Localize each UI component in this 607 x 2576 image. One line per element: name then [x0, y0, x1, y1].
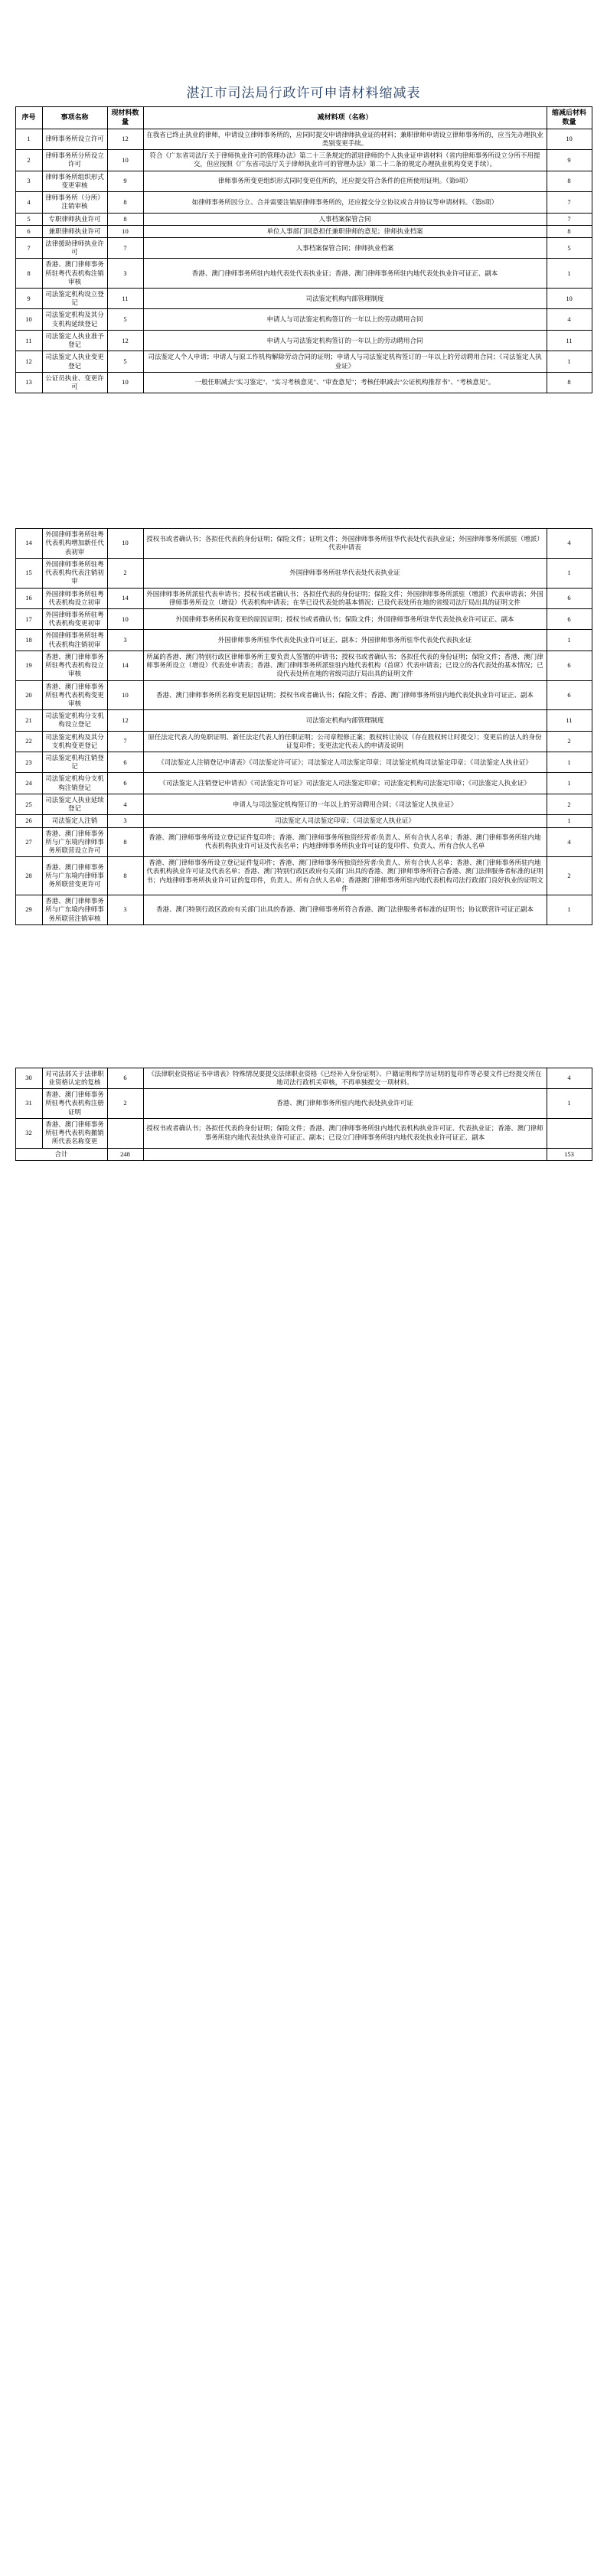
cell-current-count: 5: [107, 351, 143, 372]
cell-no: 15: [15, 558, 42, 588]
trailing-blank-area: [0, 1161, 607, 1815]
table-row: [15, 588, 592, 608]
cell-after-count: 4: [547, 309, 592, 330]
reduction-table-part3: [15, 1068, 592, 1161]
cell-no: 19: [15, 651, 42, 680]
cell-reduced-items: 所属的香港、澳门特别行政区律师事务所主要负责人签署的申请书；授权书或者确认书；各拟任代表的身份证明；保险文件；香港、澳门律师事务所设立（增设）代表处申请表；香港、澳门律师事务所派驻驻内地代表机构（首席）代表申请表；已设立的各代表处的基本情况；已设代表处所在地的省级司法厅局出具的证明文件: [143, 651, 547, 680]
cell-no: 6: [15, 225, 42, 237]
table-row: [15, 630, 592, 651]
cell-after-count: 4: [547, 1068, 592, 1088]
total-label: 合计: [15, 1148, 107, 1160]
total-after-count: 153: [547, 1148, 592, 1160]
cell-current-count: 12: [107, 710, 143, 731]
cell-reduced-items: 司法鉴定机构内部管理制度: [143, 289, 547, 309]
cell-no: 7: [15, 237, 42, 258]
table-row: [15, 680, 592, 710]
cell-after-count: 6: [547, 680, 592, 710]
cell-after-count: 4: [547, 529, 592, 559]
cell-after-count: 1: [547, 1089, 592, 1119]
cell-no: 9: [15, 289, 42, 309]
table-row: [15, 558, 592, 588]
table-row: [15, 857, 592, 895]
cell-current-count: 7: [107, 237, 143, 258]
cell-reduced-items: 一般任职减去"实习鉴定"、"实习考核意见"、"审查意见"；考核任职减去"公证机构推荐书"、"考核意见"。: [143, 372, 547, 393]
col-header-current-count: 现材料数量: [107, 107, 143, 129]
cell-after-count: 2: [547, 794, 592, 814]
cell-item-name: 香港、澳门律师事务所驻粤代表机构撤销所代表名称变更: [42, 1118, 107, 1148]
cell-after-count: 1: [547, 630, 592, 651]
cell-current-count: 3: [107, 259, 143, 289]
table-row: [15, 895, 592, 925]
total-current-count: 248: [107, 1148, 143, 1160]
cell-after-count: 11: [547, 710, 592, 731]
table-footer-total: [15, 1148, 592, 1160]
cell-no: 23: [15, 752, 42, 773]
cell-current-count: 2: [107, 1089, 143, 1119]
total-row: [15, 1148, 592, 1160]
cell-item-name: 香港、澳门律师事务所驻粤代表机构变更审核: [42, 680, 107, 710]
cell-reduced-items: 司法鉴定机构内部管理制度: [143, 710, 547, 731]
cell-no: 24: [15, 773, 42, 794]
cell-item-name: 对司法部关于法律职业资格认定的复核: [42, 1068, 107, 1088]
cell-current-count: 14: [107, 588, 143, 608]
cell-reduced-items: 在我省已终止执业的律师，申请设立律师事务所的，应同时提交申请律师执业证的材料；兼职律师申请设立律师事务所的，应当先办理执业类别变更手续。: [143, 129, 547, 149]
cell-item-name: 司法鉴定人执业延续登记: [42, 794, 107, 814]
cell-item-name: 兼职律师执业许可: [42, 225, 107, 237]
cell-item-name: 司法鉴定机构及其分支机构变更登记: [42, 731, 107, 752]
cell-current-count: 9: [107, 171, 143, 191]
cell-reduced-items: 授权书或者确认书；各拟任代表的身份证明；保险文件；香港、澳门律师事务所驻内地代表机构执业许可证、代表执业证；香港、澳门律师事务所驻内地代表处执业许可证正、副本；已设立门律师事务所驻内地代表处执业许可证正、副本: [143, 1118, 547, 1148]
table-row: [15, 171, 592, 191]
cell-no: 27: [15, 827, 42, 857]
cell-reduced-items: 香港、澳门律师事务所设立登记证件复印件；香港、澳门律师事务所独资经营者/负责人、所有合伙人名单；香港、澳门律师事务所驻内地代表机构执业许可证及代表名单；内地律师事务所执业许可证的复印件、负责人、所有合伙人名单: [143, 827, 547, 857]
cell-reduced-items: 香港、澳门特别行政区政府有关部门出具的香港、澳门律师事务所符合香港、澳门法律服务者标准的证明书；协议联营许可证正副本: [143, 895, 547, 925]
cell-current-count: 7: [107, 731, 143, 752]
cell-current-count: 8: [107, 857, 143, 895]
cell-current-count: 6: [107, 773, 143, 794]
cell-reduced-items: 人事档案保管合同: [143, 213, 547, 225]
table-row: [15, 289, 592, 309]
page-title: 湛江市司法局行政许可申请材料缩减表: [186, 86, 421, 100]
cell-after-count: 2: [547, 731, 592, 752]
cell-after-count: 11: [547, 330, 592, 351]
cell-item-name: 香港、澳门律师事务所与广东境内律师事务所联营设立许可: [42, 827, 107, 857]
cell-no: 30: [15, 1068, 42, 1088]
cell-reduced-items: 人事档案保管合同；律师执业档案: [143, 237, 547, 258]
cell-item-name: 外国律师事务所驻粤代表机构变更初审: [42, 608, 107, 629]
cell-no: 21: [15, 710, 42, 731]
cell-no: 14: [15, 529, 42, 559]
cell-item-name: 外国律师事务所驻粤代表机构增加新任代表初审: [42, 529, 107, 559]
cell-reduced-items: 香港、澳门律师事务所名称变更原因证明；授权书或者确认书；保险文件；香港、澳门律师事务所驻内地代表处执业许可证正、副本: [143, 680, 547, 710]
col-header-no: 序号: [15, 107, 42, 129]
cell-item-name: 律师事务所组织形式变更审核: [42, 171, 107, 191]
table-row: [15, 330, 592, 351]
cell-item-name: 律师事务所（分所）注销审核: [42, 192, 107, 213]
col-header-reduced-items: 减材料项（名称）: [143, 107, 547, 129]
table-header-row: [15, 107, 592, 129]
cell-item-name: 司法鉴定人执业准予登记: [42, 330, 107, 351]
cell-item-name: 司法鉴定机构分支机构设立登记: [42, 710, 107, 731]
cell-after-count: 1: [547, 773, 592, 794]
cell-no: 3: [15, 171, 42, 191]
cell-current-count: 14: [107, 651, 143, 680]
cell-after-count: 1: [547, 752, 592, 773]
cell-item-name: 香港、澳门律师事务所与广东境内律师事务所联营注销审核: [42, 895, 107, 925]
cell-no: 12: [15, 351, 42, 372]
cell-no: 18: [15, 630, 42, 651]
cell-after-count: 10: [547, 289, 592, 309]
cell-current-count: 10: [107, 680, 143, 710]
cell-item-name: 外国律师事务所驻粤代表机构注销初审: [42, 630, 107, 651]
cell-no: 25: [15, 794, 42, 814]
cell-after-count: 1: [547, 895, 592, 925]
table-row: [15, 225, 592, 237]
cell-item-name: 专职律师执业许可: [42, 213, 107, 225]
cell-current-count: 10: [107, 608, 143, 629]
cell-item-name: 司法鉴定机构分支机构注销登记: [42, 773, 107, 794]
cell-no: 28: [15, 857, 42, 895]
cell-reduced-items: 香港、澳门律师事务所设立登记证件复印件；香港、澳门律师事务所独资经营者/负责人、所有合伙人名单；香港、澳门律师事务所驻内地代表机构执业许可证及代表名单；香港、澳门特别行政区政府有关部门出具的香港、澳门律师事务所符合香港、澳门法律服务者标准的证明书；内地律师事务所执业许可证的复印件，负责人、所有合伙人名单；香港澳门律师事务所驻内地代表机构司法行政部门良好执业的证明文件: [143, 857, 547, 895]
table-row: [15, 309, 592, 330]
table-row: [15, 529, 592, 559]
cell-no: 8: [15, 259, 42, 289]
cell-reduced-items: 《司法鉴定人注销登记申请表》《司法鉴定许可证》司法鉴定人司法鉴定印章；司法鉴定机构司法鉴定印章；《司法鉴定人执业证》: [143, 773, 547, 794]
table-row: [15, 1118, 592, 1148]
cell-current-count: 10: [107, 529, 143, 559]
cell-after-count: 1: [547, 259, 592, 289]
cell-after-count: 6: [547, 588, 592, 608]
cell-reduced-items: 《法律职业资格证书申请表》特殊情况要提交法律职业资格《已经补入身份证明》、户籍证明和学历证明的复印件等必要文件已经提交所在地司法行政机关审核，不再单独提交一项材料。: [143, 1068, 547, 1088]
table-row: [15, 752, 592, 773]
cell-no: 20: [15, 680, 42, 710]
cell-no: 31: [15, 1089, 42, 1119]
table-row: [15, 794, 592, 814]
cell-after-count: 2: [547, 857, 592, 895]
cell-reduced-items: 单位人事部门同意担任兼职律师的意见；律师执业档案: [143, 225, 547, 237]
cell-item-name: 律师事务所设立许可: [42, 129, 107, 149]
cell-after-count: 7: [547, 213, 592, 225]
cell-no: 32: [15, 1118, 42, 1148]
cell-after-count: 6: [547, 608, 592, 629]
cell-after-count: 7: [547, 192, 592, 213]
col-header-item-name: 事项名称: [42, 107, 107, 129]
table-row: [15, 1089, 592, 1119]
cell-current-count: [107, 1118, 143, 1148]
cell-after-count: 5: [547, 237, 592, 258]
table-row: [15, 1068, 592, 1088]
table-row: [15, 773, 592, 794]
cell-current-count: 3: [107, 895, 143, 925]
cell-after-count: 10: [547, 129, 592, 149]
cell-current-count: 3: [107, 630, 143, 651]
table-body-part1: [15, 129, 592, 393]
cell-no: 29: [15, 895, 42, 925]
cell-item-name: 香港、澳门律师事务所与广东境内律师事务所联营变更许可: [42, 857, 107, 895]
cell-reduced-items: 原任法定代表人的免职证明、新任法定代表人的任职证明；公司章程修正案；股权转让协议（存在股权转让时提交）；变更后的法人的身份证复印件；变更法定代表人的申请及说明: [143, 731, 547, 752]
cell-current-count: 3: [107, 815, 143, 827]
cell-reduced-items: 如律师事务所因分立、合并需要注销原律师事务所的，还应提交分立协议或合并协议等申请材料。（第8项）: [143, 192, 547, 213]
cell-reduced-items: 外国律师事务所派驻代表申请书；授权书或者确认书；各拟任代表的身份证明；保险文件；外国律师事务所派驻（增派）代表申请表；外国律师事务所设立（增设）代表机构申请表；在华已设代表处的基本情况；已设代表处所在地的省级司法厅局出具的证明文件: [143, 588, 547, 608]
table-row: [15, 710, 592, 731]
cell-current-count: 10: [107, 372, 143, 393]
cell-current-count: 6: [107, 752, 143, 773]
cell-reduced-items: 申请人与司法鉴定机构签订的一年以上的劳动聘用合同: [143, 330, 547, 351]
cell-no: 17: [15, 608, 42, 629]
reduction-table-part2: [15, 528, 592, 925]
cell-reduced-items: 《司法鉴定人注销登记申请表》《司法鉴定许可证》；司法鉴定人司法鉴定印章；司法鉴定机构司法鉴定印章；《司法鉴定人执业证》: [143, 752, 547, 773]
table-body-part2: [15, 529, 592, 925]
cell-current-count: 11: [107, 289, 143, 309]
table-row: [15, 150, 592, 171]
cell-no: 16: [15, 588, 42, 608]
cell-reduced-items: 授权书或者确认书；各拟任代表的身份证明；保险文件；证明文件；外国律师事务所驻华代表处代表执业证；外国律师事务所派驻（增派）代表申请表: [143, 529, 547, 559]
cell-current-count: 4: [107, 794, 143, 814]
cell-current-count: 2: [107, 558, 143, 588]
cell-item-name: 香港、澳门律师事务所驻粤代表机构设立审核: [42, 651, 107, 680]
cell-after-count: 1: [547, 815, 592, 827]
table-row: [15, 608, 592, 629]
cell-current-count: 8: [107, 192, 143, 213]
cell-item-name: 法律援助律师执业许可: [42, 237, 107, 258]
cell-after-count: 4: [547, 827, 592, 857]
cell-no: 10: [15, 309, 42, 330]
total-reduced-placeholder: [143, 1148, 547, 1160]
table-row: [15, 213, 592, 225]
cell-current-count: 8: [107, 213, 143, 225]
cell-no: 5: [15, 213, 42, 225]
table-row: [15, 129, 592, 149]
table-row: [15, 372, 592, 393]
cell-no: 11: [15, 330, 42, 351]
cell-reduced-items: 符合《广东省司法厅关于律师执业许可的管理办法》第二十三条规定的派驻律师的个人执业证申请材料（省内律师事务所设立分所不用提交，但应按照《广东省司法厅关于律师执业许可的管理办法》第二十二条的规定办理执业机构变更手续）。: [143, 150, 547, 171]
table-row: [15, 192, 592, 213]
cell-item-name: 司法鉴定机构注销登记: [42, 752, 107, 773]
cell-reduced-items: 申请人与司法鉴定机构签订的一年以上的劳动聘用合同；《司法鉴定人执业证》: [143, 794, 547, 814]
cell-reduced-items: 香港、澳门律师事务所驻内地代表处代表执业证；香港、澳门律师事务所驻内地代表处执业许可证正、副本: [143, 259, 547, 289]
cell-no: 26: [15, 815, 42, 827]
cell-after-count: 8: [547, 171, 592, 191]
table-row: [15, 731, 592, 752]
cell-no: 13: [15, 372, 42, 393]
cell-reduced-items: 申请人与司法鉴定机构签订的一年以上的劳动聘用合同: [143, 309, 547, 330]
cell-item-name: 律师事务所分所设立许可: [42, 150, 107, 171]
cell-item-name: 外国律师事务所驻粤代表机构设立初审: [42, 588, 107, 608]
cell-item-name: 香港、澳门律师事务所驻粤代表机构注销审核: [42, 259, 107, 289]
cell-item-name: 司法鉴定机构及其分支机构延续登记: [42, 309, 107, 330]
cell-current-count: 12: [107, 330, 143, 351]
cell-reduced-items: 外国律师事务所民称变更的原因证明；授权书或者确认书；保险文件；外国律师事务所驻华代表处执业许可证正、副本: [143, 608, 547, 629]
cell-after-count: 1: [547, 558, 592, 588]
table-row: [15, 259, 592, 289]
cell-current-count: 12: [107, 129, 143, 149]
cell-item-name: 公证员执业、变更许可: [42, 372, 107, 393]
cell-current-count: 10: [107, 150, 143, 171]
cell-after-count: 1: [547, 351, 592, 372]
cell-no: 2: [15, 150, 42, 171]
cell-reduced-items: 外国律师事务所驻华代表处代表执业证: [143, 558, 547, 588]
cell-item-name: 外国律师事务所驻粤代表机构代表注销初审: [42, 558, 107, 588]
cell-reduced-items: 司法鉴定人司法鉴定印章；《司法鉴定人执业证》: [143, 815, 547, 827]
table-row: [15, 351, 592, 372]
cell-reduced-items: 香港、澳门律师事务所驻内地代表处执业许可证: [143, 1089, 547, 1119]
cell-reduced-items: 外国律师事务所驻华代表处执业许可证正、副本；外国律师事务所驻华代表处代表执业证: [143, 630, 547, 651]
cell-after-count: 6: [547, 651, 592, 680]
col-header-after-count: 缩减后材料数量: [547, 107, 592, 129]
table-body-part3: [15, 1068, 592, 1148]
table-row: [15, 237, 592, 258]
cell-current-count: 6: [107, 1068, 143, 1088]
cell-current-count: 5: [107, 309, 143, 330]
cell-item-name: 司法鉴定人执业变更登记: [42, 351, 107, 372]
cell-no: 4: [15, 192, 42, 213]
table-row: [15, 815, 592, 827]
cell-reduced-items: 司法鉴定人个人申请；申请人与原工作机构解除劳动合同的证明；申请人与司法鉴定机构签订的一年以上的劳动聘用合同；《司法鉴定人执业证》: [143, 351, 547, 372]
page-break-gap-1: [0, 393, 607, 528]
cell-no: 1: [15, 129, 42, 149]
cell-after-count: 9: [547, 150, 592, 171]
cell-item-name: 司法鉴定机构设立登记: [42, 289, 107, 309]
cell-after-count: [547, 1118, 592, 1148]
reduction-table-part1: [15, 106, 592, 393]
cell-current-count: 10: [107, 225, 143, 237]
page-break-gap-2: [0, 925, 607, 1068]
cell-item-name: 香港、澳门律师事务所驻粤代表机构注册证明: [42, 1089, 107, 1119]
table-row: [15, 827, 592, 857]
cell-after-count: 8: [547, 372, 592, 393]
cell-reduced-items: 律师事务所变更组织形式同时变更住所的，还应提交符合条件的住所使用证明。（第9项）: [143, 171, 547, 191]
cell-item-name: 司法鉴定人注销: [42, 815, 107, 827]
cell-no: 22: [15, 731, 42, 752]
cell-current-count: 8: [107, 827, 143, 857]
cell-after-count: 8: [547, 225, 592, 237]
table-row: [15, 651, 592, 680]
